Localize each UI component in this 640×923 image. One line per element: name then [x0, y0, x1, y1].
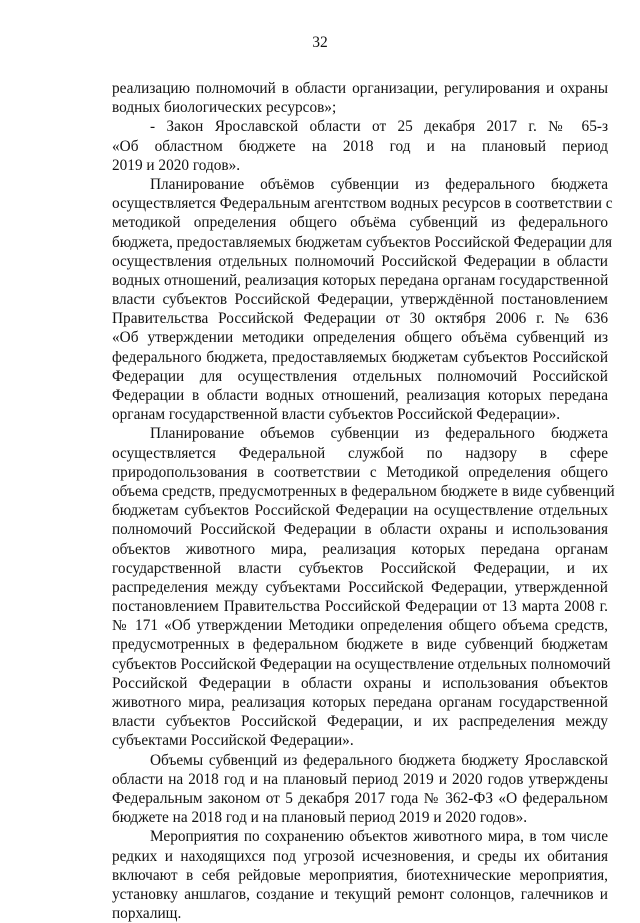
- text-line: государственной власти субъектов Российской Федерации, и их: [112, 559, 608, 577]
- text-line: Планирование объёмов субвенции из федерального бюджета: [150, 175, 608, 193]
- text-line: органам государственной власти субъектов Российской Федерации».: [112, 406, 561, 424]
- text-line: Объемы субвенций из федерального бюджета бюджету Ярославской: [150, 751, 608, 769]
- text-line: Федерации в области водных отношений, реализация которых передана: [112, 387, 608, 404]
- text-line: распределения между субъектами Российской Федерации, утвержденной: [112, 578, 608, 596]
- text-line: включают в себя рейдовые мероприятия, биотехнические мероприятия,: [112, 866, 608, 884]
- text-line: области на 2018 год и на плановый период 2019 и 2020 годов утверждены: [112, 770, 608, 788]
- text-line: осуществляется Федеральным агентством водных ресурсов в соответствии с: [112, 195, 613, 213]
- text-line: Планирование объемов субвенции из федерального бюджета: [150, 425, 608, 443]
- text-line: 2019 и 2020 годов».: [112, 156, 241, 174]
- text-line: «Об областном бюджете на 2018 год и на плановый период: [112, 137, 608, 155]
- text-line: природопользования в соответствии с Методикой определения общего: [112, 463, 608, 481]
- text-line: объема средств, предусмотренных в федеральном бюджете в виде субвенций: [112, 482, 615, 500]
- text-line: Правительства Российской Федерации от 30 октября 2006 г. № 636: [112, 310, 608, 328]
- text-line: объектов животного мира, реализация которых передана органам: [112, 540, 608, 558]
- text-line: животного мира, реализация которых передана органам государственной: [112, 694, 608, 711]
- text-line: постановлением Правительства Российской Федерации от 13 марта 2008 г.: [112, 598, 608, 616]
- text-line: бюджетам субъектов Российской Федерации на осуществление отдельных: [112, 502, 608, 520]
- document-body: [112, 79, 615, 923]
- page-number: 32: [312, 34, 328, 51]
- text-line: предусмотренных в федеральном бюджете в виде субвенций бюджетам: [112, 636, 608, 654]
- text-line: осуществляется Федеральной службой по надзору в сфере: [112, 444, 608, 462]
- text-line: порхалищ.: [112, 905, 182, 923]
- text-line: Мероприятия по сохранению объектов животного мира, в том числе: [150, 828, 608, 846]
- text-line: «Об утверждении методики определения общего объёма субвенций из: [112, 329, 608, 347]
- text-line: федерального бюджета, предоставляемых бюджетам субъектов Российской: [112, 348, 608, 366]
- text-line: редких и находящихся под угрозой исчезновения, и среды их обитания: [112, 847, 608, 865]
- text-line: водных отношений, реализация которых передана органам государственной: [112, 271, 609, 289]
- text-line: полномочий Российской Федерации в области охраны и использования: [112, 521, 608, 539]
- text-line: - Закон Ярославской области от 25 декабря 2017 г. № 65-з: [150, 118, 608, 136]
- text-line: субъектами Российской Федерации».: [112, 732, 354, 750]
- text-line: методикой определения общего объёма субвенций из федерального: [112, 214, 608, 232]
- text-line: Федеральным законом от 5 декабря 2017 года № 362-ФЗ «О федеральном: [112, 789, 608, 807]
- text-line: водных биологических ресурсов»;: [112, 99, 337, 117]
- text-line: реализацию полномочий в области организации, регулирования и охраны: [112, 80, 608, 97]
- text-line: № 171 «Об утверждении Методики определения общего объема средств,: [112, 617, 608, 635]
- text-line: Российской Федерации в области охраны и использования объектов: [112, 674, 608, 692]
- text-line: бюджета, предоставляемых бюджетам субъектов Российской Федерации для: [112, 233, 613, 251]
- text-line: Федерации для осуществления отдельных полномочий Российской: [112, 367, 608, 385]
- text-line: субъектов Российской Федерации на осуществление отдельных полномочий: [112, 655, 611, 673]
- text-line: осуществления отдельных полномочий Российской Федерации в области: [112, 252, 608, 270]
- text-line: власти субъектов Российской Федерации, утверждённой постановлением: [112, 291, 608, 309]
- text-line: установку аншлагов, создание и текущий ремонт солонцов, галечников и: [112, 885, 608, 903]
- text-line: бюджете на 2018 год и на плановый период 2019 и 2020 годов».: [112, 809, 528, 827]
- text-line: власти субъектов Российской Федерации, и их распределения между: [112, 713, 608, 731]
